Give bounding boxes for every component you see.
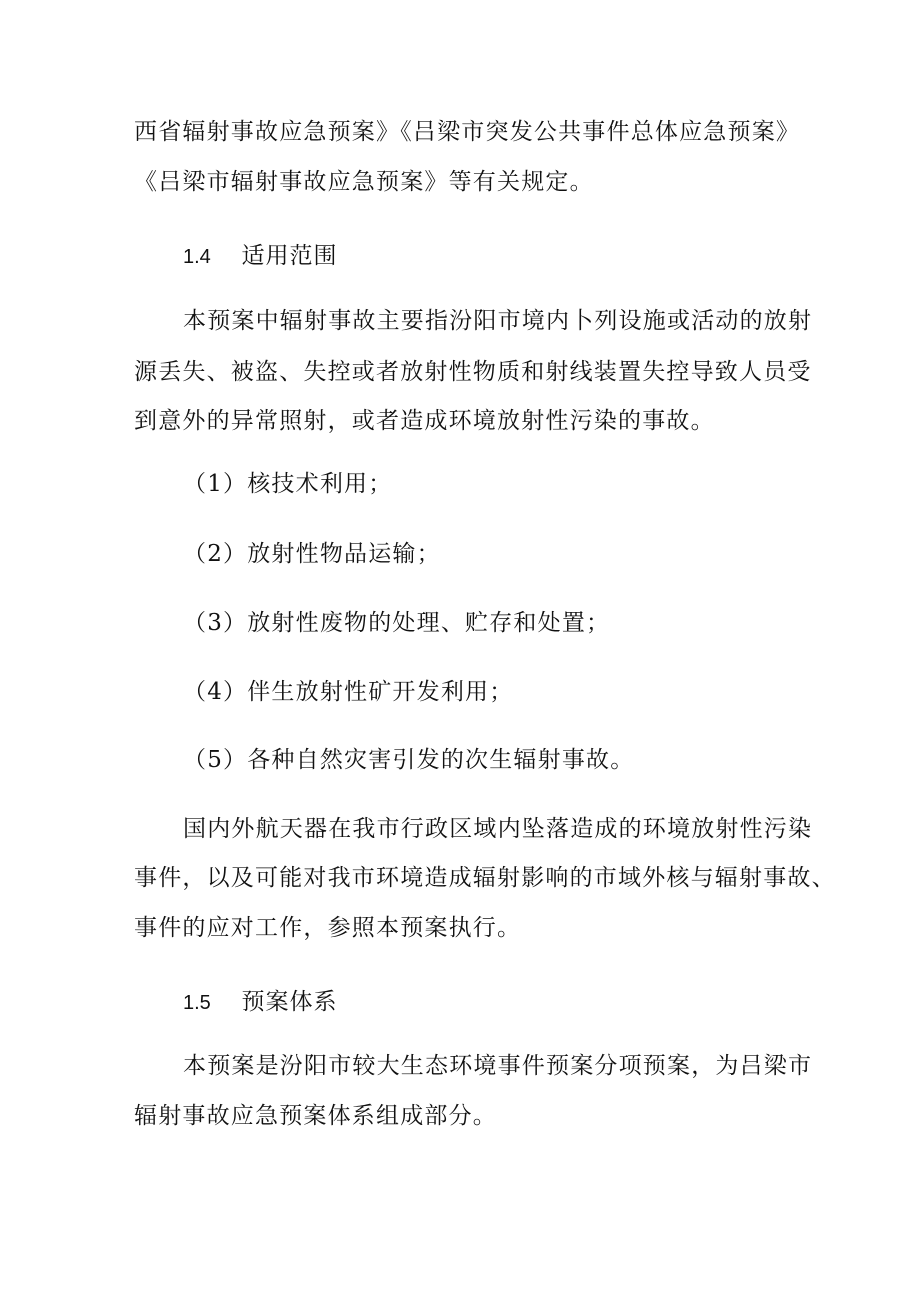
paragraph-line: 源丢失、被盗、失控或者放射性物质和射线装置失控导致人员受: [134, 359, 812, 385]
section-heading-1-4: [183, 240, 337, 273]
list-text: 核技术利用；: [247, 471, 393, 497]
section-number: 1.4: [183, 246, 211, 268]
list-item: [183, 468, 392, 500]
list-marker: （5）: [183, 747, 248, 773]
list-marker: （4）: [183, 679, 248, 705]
list-item: [183, 607, 610, 639]
intro-line-1: 西省辐射事故应急预案》《吕梁市突发公共事件总体应急预案》: [134, 119, 801, 145]
paragraph-line: 本预案是汾阳市较大生态环境事件预案分项预案，为吕梁市: [183, 1053, 813, 1079]
intro-line-2: 《吕梁市辐射事故应急预案》等有关规定。: [134, 169, 594, 195]
list-marker: （2）: [183, 541, 248, 567]
paragraph-line: 辐射事故应急预案体系组成部分。: [134, 1103, 497, 1129]
section-title: 预案体系: [241, 989, 338, 1015]
list-text: 各种自然灾害引发的次生辐射事故。: [247, 747, 635, 773]
list-item: [183, 538, 441, 570]
paragraph-line: 本预案中辐射事故主要指汾阳市境内卜列设施或活动的放射: [183, 308, 813, 334]
list-item: [183, 744, 634, 776]
list-text: 放射性废物的处理、贮存和处置；: [247, 610, 611, 636]
paragraph-line: 事件的应对工作，参照本预案执行。: [134, 915, 522, 941]
section-title: 适用范围: [241, 243, 338, 269]
section-number: 1.5: [183, 992, 211, 1014]
paragraph-line: 事件，以及可能对我市环境造成辐射影响的市域外核与辐射事故、: [134, 865, 836, 891]
list-text: 伴生放射性矿开发利用；: [247, 679, 514, 705]
list-text: 放射性物品运输；: [247, 541, 441, 567]
list-marker: （3）: [183, 610, 248, 636]
paragraph-line: 到意外的异常照射，或者造成环境放射性污染的事故。: [134, 408, 715, 434]
paragraph-line: 国内外航天器在我市行政区域内坠落造成的环境放射性污染: [183, 816, 813, 842]
section-heading-1-5: [183, 986, 337, 1019]
list-marker: （1）: [183, 471, 248, 497]
list-item: [183, 676, 513, 708]
